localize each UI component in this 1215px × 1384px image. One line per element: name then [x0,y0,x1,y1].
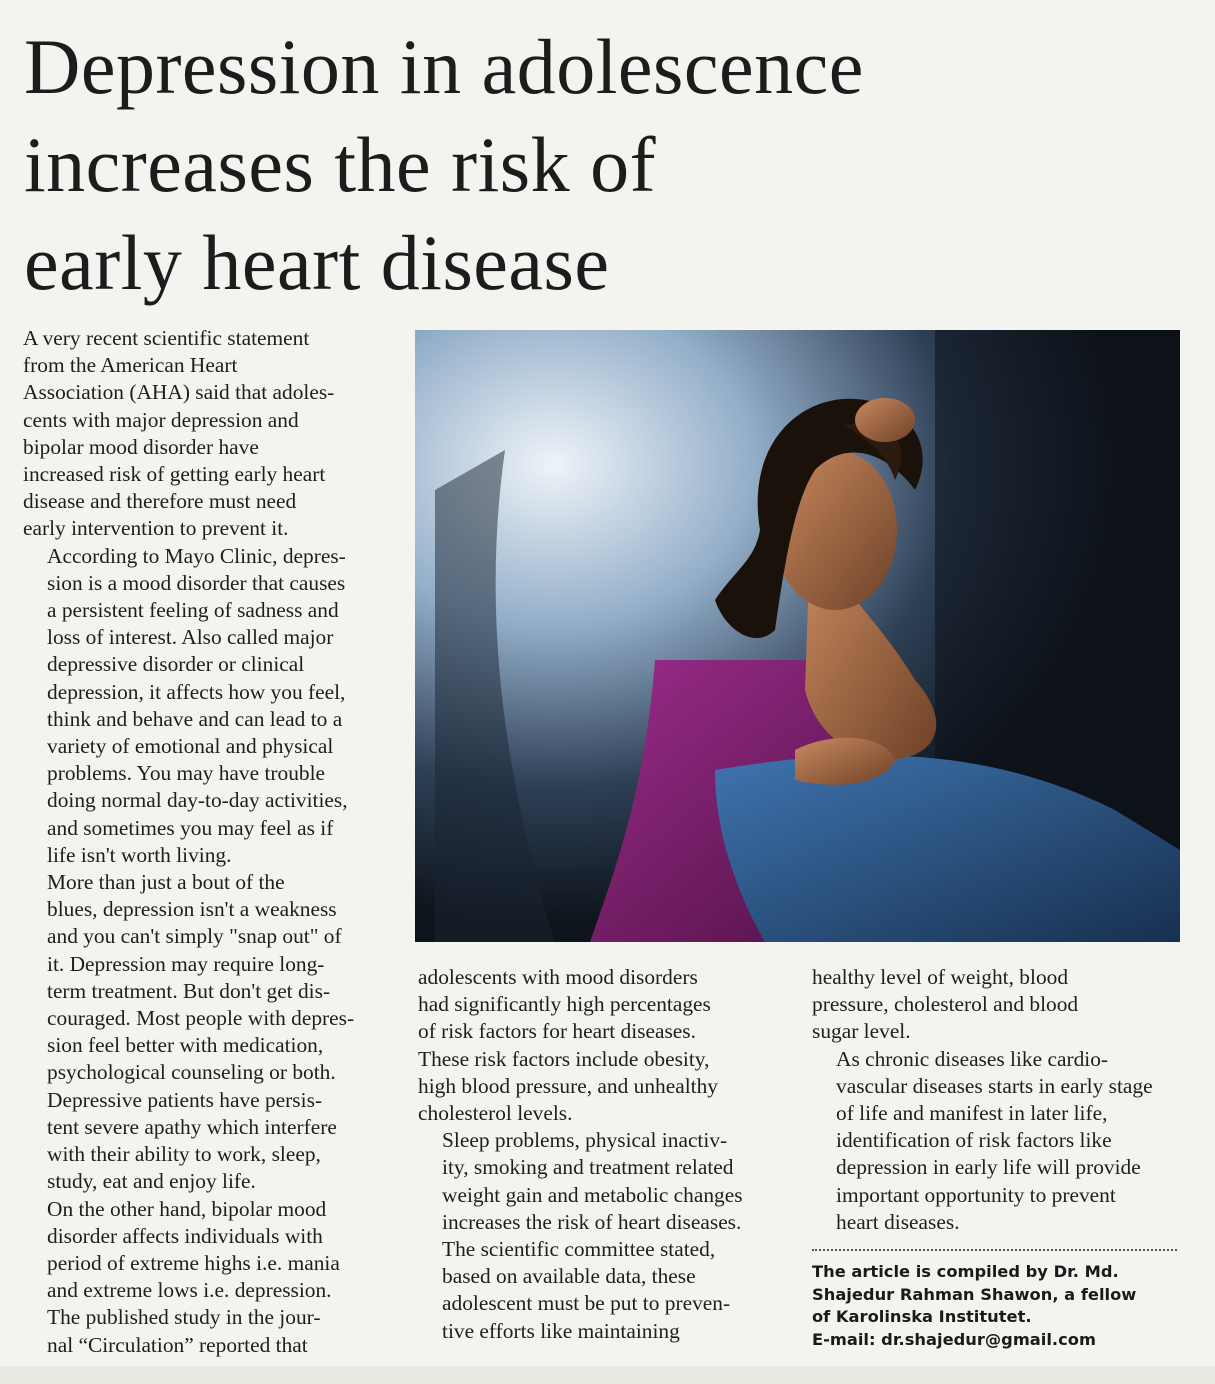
text-line: heart diseases. [836,1209,960,1234]
text-line: and sometimes you may feel as if [47,815,334,840]
text-line: early intervention to prevent it. [23,516,289,541]
text-line: nal “Circulation” reported that [47,1332,308,1357]
text-line: of life and manifest in later life, [836,1101,1108,1126]
text-line: More than just a bout of the [47,870,285,895]
article-headline [24,18,1194,312]
headline-line: increases the risk of [24,121,657,208]
text-line: Depressive patients have persis- [47,1087,323,1112]
article-column-2 [418,964,793,1345]
article-paragraph [23,1087,398,1196]
text-line: ity, smoking and treatment related [442,1155,734,1180]
text-line: cholesterol levels. [418,1101,573,1126]
text-line: couraged. Most people with depres- [47,1006,355,1031]
text-line: The published study in the jour- [47,1305,321,1330]
text-line: A very recent scientific statement [23,326,310,350]
author-credit [812,1261,1202,1351]
credit-line: of Karolinska Institutet. [812,1307,1032,1326]
article-column-1 [23,325,398,1359]
text-line: sion feel better with medication, [47,1033,324,1058]
text-line: These risk factors include obesity, [418,1046,710,1071]
text-line: depressive disorder or clinical [47,652,305,677]
text-line: tive efforts like maintaining [442,1318,680,1343]
text-line: disorder affects individuals with [47,1223,323,1248]
text-line: tent severe apathy which interfere [47,1114,337,1139]
text-line: and extreme lows i.e. depression. [47,1278,332,1303]
text-line: and you can't simply "snap out" of [47,924,342,949]
article-paragraph [418,1236,793,1345]
article-paragraph [812,1046,1187,1236]
article-paragraph [23,869,398,1087]
text-line: healthy level of weight, blood [812,965,1069,989]
credit-line: The article is compiled by Dr. Md. [812,1262,1119,1281]
text-line: Sleep problems, physical inactiv- [442,1128,728,1153]
text-line: depression in early life will provide [836,1155,1141,1180]
article-column-3 [812,964,1187,1236]
text-line: high blood pressure, and unhealthy [418,1073,719,1098]
page-bottom-band [0,1366,1215,1384]
credit-email: E-mail: dr.shajedur@gmail.com [812,1329,1096,1349]
credit-line: Shajedur Rahman Shawon, a fellow [812,1284,1137,1304]
sad-teen-illustration [415,330,1180,942]
article-paragraph [23,543,398,869]
text-line: it. Depression may require long- [47,951,325,976]
article-paragraph [23,1196,398,1305]
text-line: As chronic diseases like cardio- [836,1046,1109,1071]
text-line: based on available data, these [442,1264,696,1289]
text-line: vascular diseases starts in early stage [836,1073,1153,1098]
text-line: term treatment. But don't get dis- [47,978,331,1003]
text-line: identification of risk factors like [836,1128,1112,1153]
text-line: blues, depression isn't a weakness [47,897,337,922]
text-line: problems. You may have trouble [47,761,326,786]
text-line: loss of interest. Also called major [47,625,334,650]
text-line: The scientific committee stated, [442,1237,716,1262]
text-line: depression, it affects how you feel, [47,679,346,704]
text-line: increased risk of getting early heart [23,462,326,487]
text-line: cents with major depression and [23,407,299,432]
text-line: bipolar mood disorder have [23,434,259,459]
text-line: According to Mayo Clinic, depres- [47,543,346,568]
text-line: adolescent must be put to preven- [442,1291,731,1316]
headline-line: early heart disease [24,219,610,306]
article-paragraph [812,964,1187,1046]
text-line: variety of emotional and physical [47,734,334,759]
text-line: of risk factors for heart diseases. [418,1019,696,1044]
text-line: had significantly high percentages [418,992,711,1017]
article-paragraph [418,1127,793,1236]
article-paragraph [418,964,793,1127]
article-paragraph [23,1304,398,1358]
text-line: pressure, cholesterol and blood [812,992,1079,1017]
credit-divider [812,1249,1177,1251]
text-line: doing normal day-to-day activities, [47,788,348,813]
article-photo [415,330,1180,942]
text-line: think and behave and can lead to a [47,706,343,731]
text-line: life isn't worth living. [47,842,232,867]
text-line: a persistent feeling of sadness and [47,598,339,623]
text-line: period of extreme highs i.e. mania [47,1250,340,1275]
text-line: with their ability to work, sleep, [47,1142,321,1167]
text-line: adolescents with mood disorders [418,965,698,989]
text-line: from the American Heart [23,353,238,378]
article-paragraph [23,325,398,543]
text-line: important opportunity to prevent [836,1182,1116,1207]
text-line: On the other hand, bipolar mood [47,1196,327,1221]
text-line: weight gain and metabolic changes [442,1182,743,1207]
text-line: Association (AHA) said that adoles- [23,380,335,405]
text-line: sion is a mood disorder that causes [47,570,346,595]
text-line: increases the risk of heart diseases. [442,1209,742,1234]
text-line: sugar level. [812,1019,911,1044]
text-line: study, eat and enjoy life. [47,1169,256,1194]
headline-line: Depression in adolescence [24,23,864,110]
text-line: psychological counseling or both. [47,1060,336,1085]
text-line: disease and therefore must need [23,489,297,514]
